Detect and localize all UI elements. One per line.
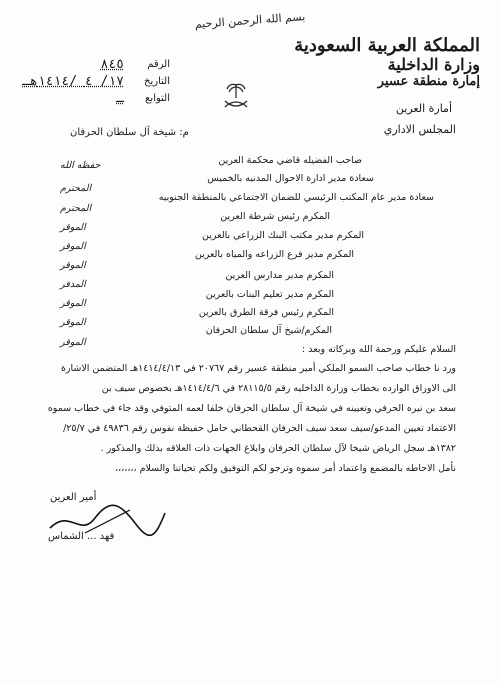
recipient-name: المكرم مدير مدارس العرين (225, 270, 334, 281)
recipient-honorific: المحترم (60, 183, 92, 194)
reference-attachments-value: ـ (116, 91, 124, 106)
recipient-name: المكرم مدير فرع الزراعه والمياه بالعرين (194, 249, 354, 260)
recipient-name: المكرم/شيخ آل سلطان الحرفان (205, 325, 332, 336)
body-line: ١٣٨٢هـ سجل الرياض شيخا لآل سلطان الحرفان وابلاغ الجهات ذات العلاقه بذلك والمذكور . (100, 443, 456, 454)
recipient-honorific: حفظه الله (60, 160, 101, 171)
subject-line: م: شيخة آل سلطان الحرفان (70, 127, 189, 138)
emirate-title: إمارة منطقة عسير (377, 74, 480, 89)
ministry-header (294, 35, 480, 136)
recipient-honorific: الموقر (60, 298, 86, 309)
recipient-honorific: المدفر (60, 279, 86, 290)
signature-name: فهد ... الشماس (48, 531, 115, 542)
kingdom-title: المملكة العربية السعودية (294, 35, 480, 56)
recipient-honorific: الموقر (60, 260, 86, 271)
recipient-honorific: المحترم (60, 203, 92, 214)
body-line: الاعتماد تعيين المدعو/سيف سعد سيف الحرفان القحطاني حامل حفيظة نفوس رقم ٤٩٨٣٦ في ٢٥/٧/ (63, 423, 456, 434)
basmala: بسم الله الرحمن الرحيم (194, 10, 306, 31)
reference-attachments-row (20, 90, 170, 107)
body-line: سعد بن نيره الحرفي وتعيينه في شيخة آل سلطان الحرفان خلفا لعمه المتوفي وقد جاء في خطاب سموه (47, 403, 456, 414)
reference-number-value: ٨٤٥ (100, 57, 124, 72)
recipient-honorific: الموقر (60, 222, 86, 233)
recipient-name: المكرم مدير مكتب البنك الزراعي بالعرين (202, 230, 364, 241)
reference-attachments-label: التوابع (145, 93, 170, 104)
greeting: السلام عليكم ورحمة الله وبركاته وبعد : (302, 344, 456, 355)
recipient-name: سعادة مدير عام المكتب الرئيسي للضمان الاجتماعي بالمنطقة الجنوبيه (158, 192, 434, 203)
governorate-title: أمارة العرين (395, 102, 452, 115)
body-line: الى الاوراق الوارده بخطاب وزارة الداخليه رقم ٢٨١١٥/٥ في ١٤١٤/٤/٦هـ بخصوص سيف بن (101, 383, 456, 394)
recipient-name: المكرم مدير تعليم البنات بالعرين (205, 289, 334, 300)
body-line: ورد نا خطاب صاحب السمو الملكي أمير منطقة عسير رقم ٢٠٧٦٧ في ١٤١٤/٤/١٣هـ المتضمن الاشارة (60, 363, 456, 374)
reference-date-row (20, 73, 170, 90)
recipient-honorific: الموقر (60, 337, 86, 348)
signature-title: أمير العرين (50, 492, 97, 503)
recipient-name: سعادة مدير ادارة الاحوال المدنيه بالخميس (207, 173, 374, 184)
reference-number-label: الرقم (147, 59, 170, 70)
palm-swords-emblem-icon (218, 78, 254, 114)
council-title: المجلس الاداري (383, 123, 456, 136)
body-line: نأمل الاحاطه بالمضمع واعتماد أمر سموه وترجو لكم التوفيق ولكم تحياتنا والسلام ،،،،،،، (115, 463, 456, 474)
reference-date-value: ١٧/ ٤ /١٤١٤هـ (22, 74, 124, 89)
reference-block (20, 56, 170, 107)
recipient-honorific: الموقر (60, 317, 86, 328)
reference-date-label: التاريخ (144, 76, 170, 87)
reference-number-row (20, 56, 170, 73)
recipient-name: المكرم رئيس فرقة الطرق بالعرين (198, 307, 334, 318)
recipient-honorific: الموقر (60, 241, 86, 252)
recipient-name: صاحب الفضيله قاضي محكمة العرين (218, 155, 362, 166)
recipient-name: المكرم رئيس شرطة العرين (220, 211, 330, 222)
ministry-title: وزارة الداخلية (387, 55, 480, 74)
